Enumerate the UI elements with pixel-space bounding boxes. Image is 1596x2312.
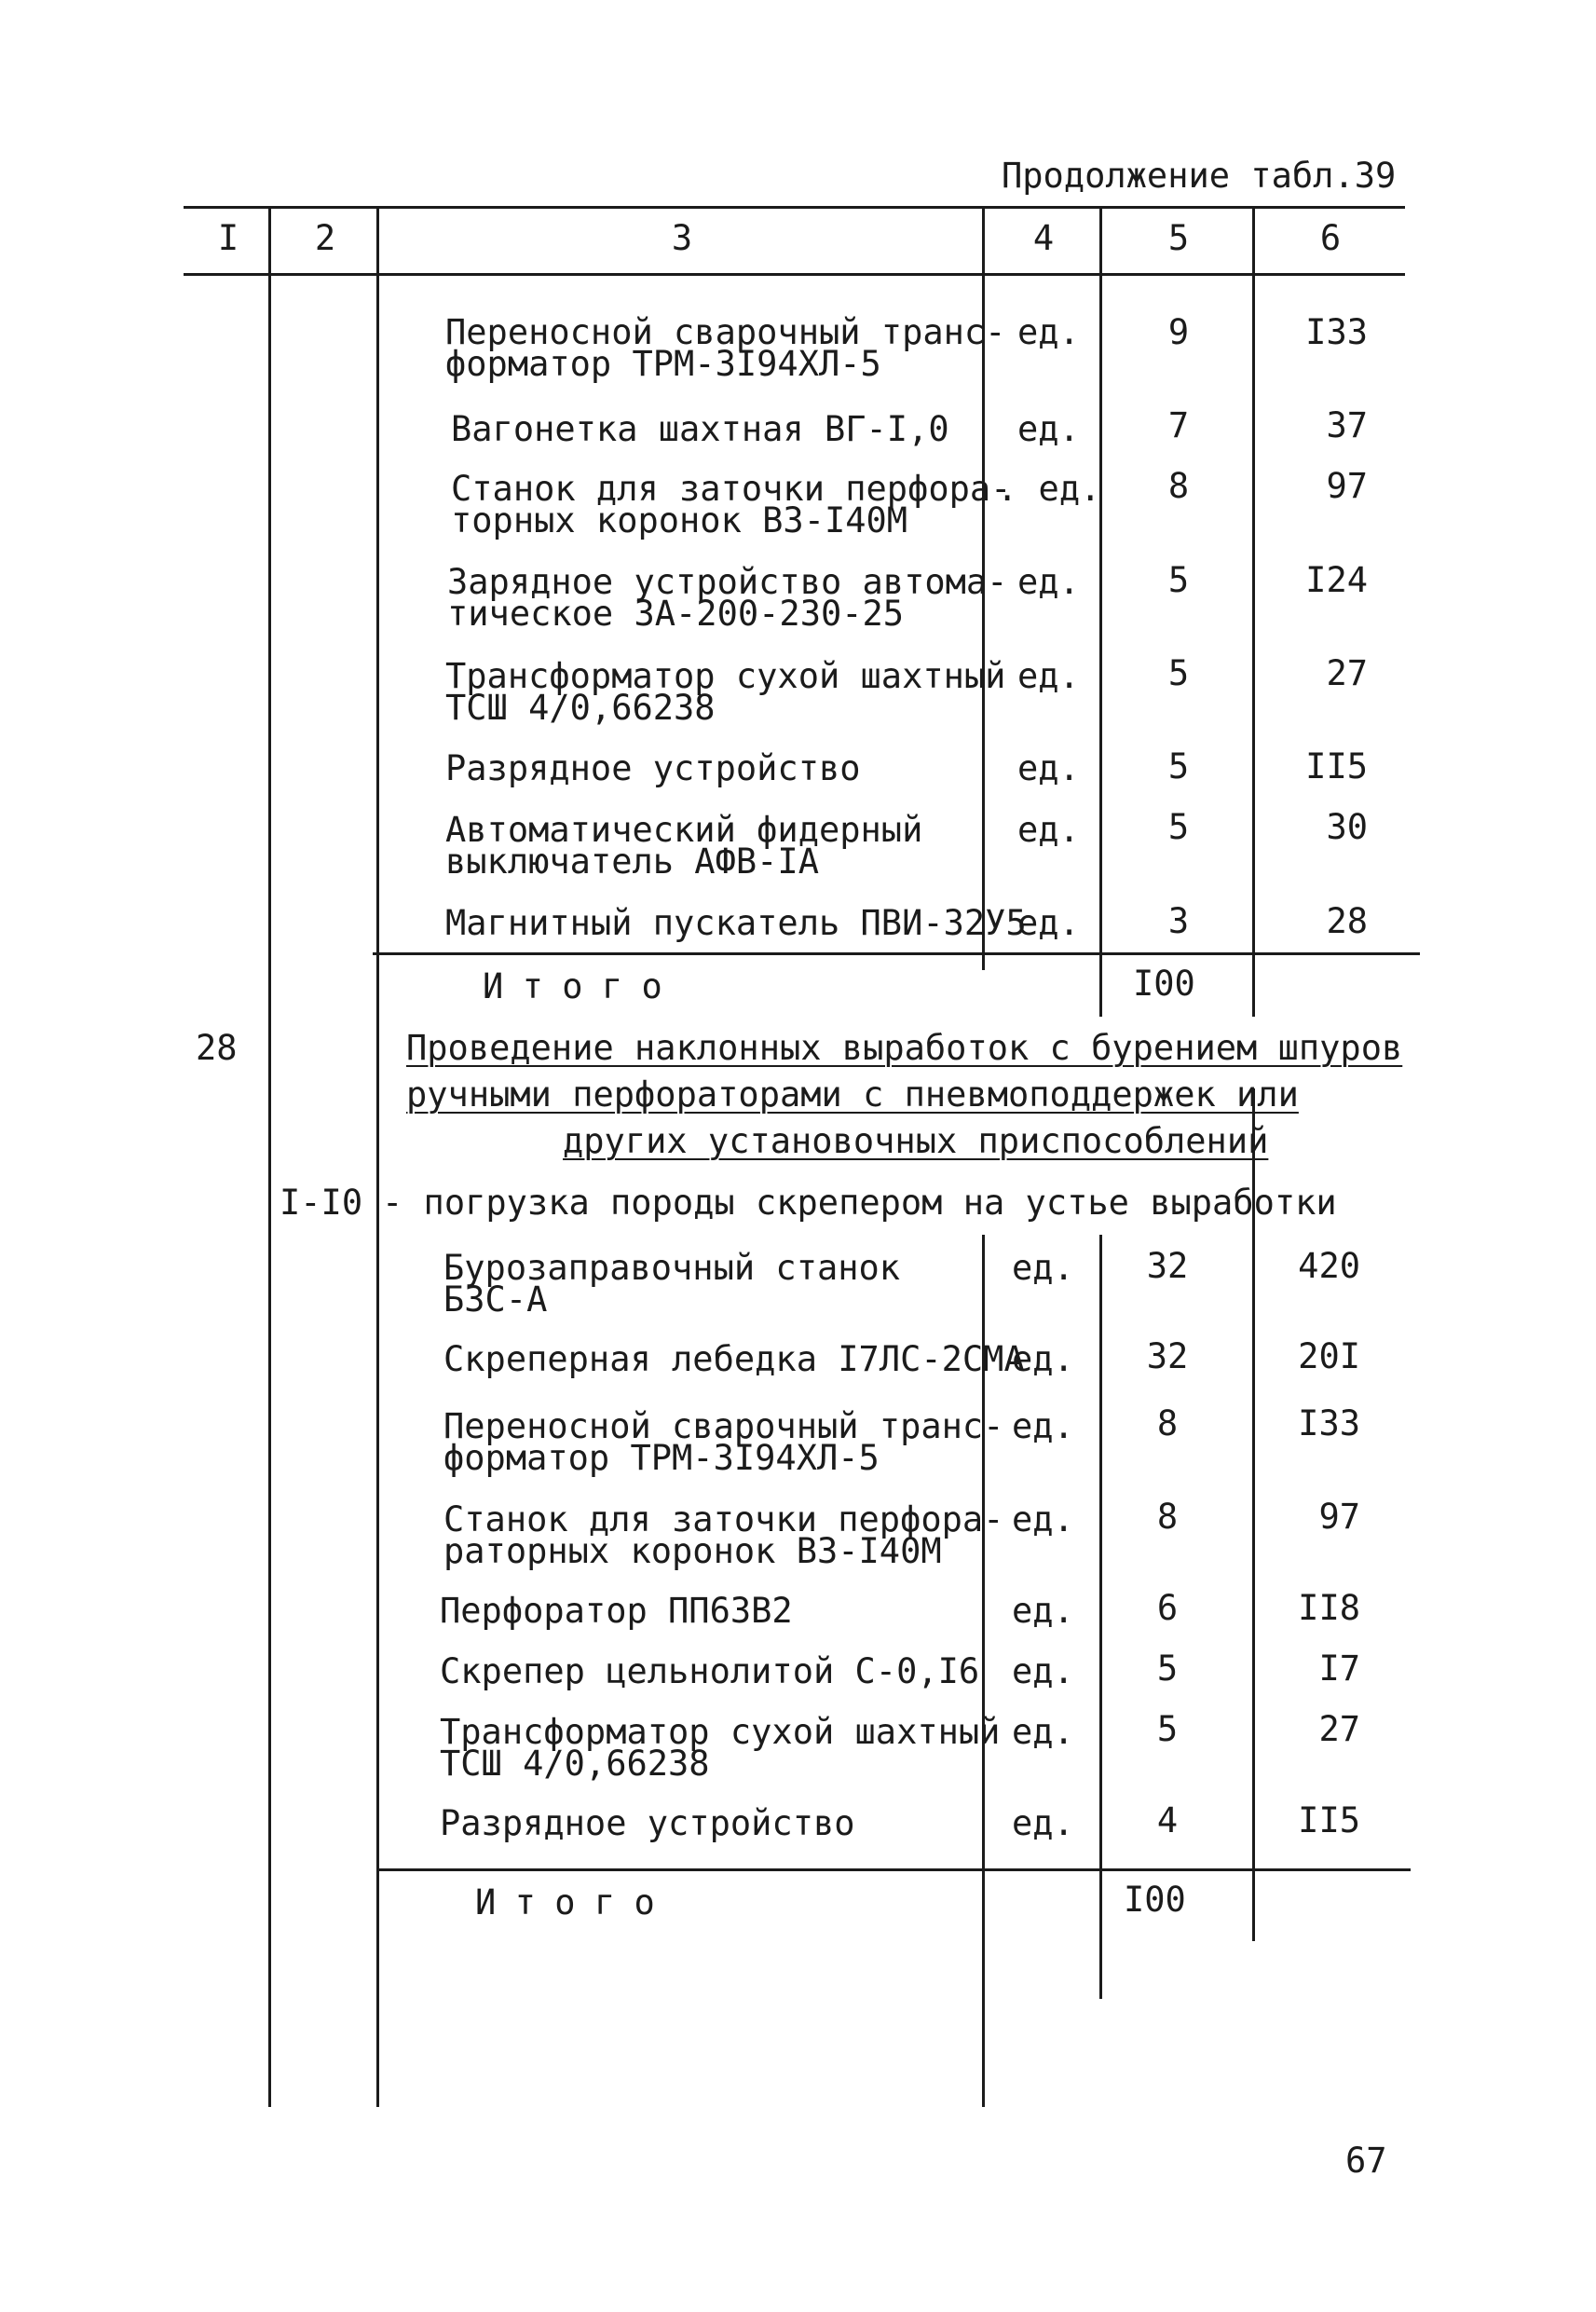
row-value: 30 — [1326, 807, 1368, 847]
row-qty: 5 — [1156, 1648, 1179, 1689]
row-value: I33 — [1298, 1403, 1360, 1443]
row-name-line: Перфоратор ПП63В2 — [440, 1591, 793, 1631]
section2-total-value: I00 — [1124, 1880, 1186, 1920]
row-unit: ед. — [1012, 1248, 1074, 1288]
section1-total-label: Итого — [483, 966, 682, 1006]
header-bottom-rule — [184, 273, 1405, 276]
row-qty: 5 — [1167, 560, 1190, 600]
section2-total-rule — [376, 1868, 1411, 1871]
section2-subtitle: - погрузка породы скрепером на устье выработки — [382, 1183, 1337, 1223]
row-name-line: Автоматический фидерный — [445, 810, 923, 850]
row-name-line: Трансформатор сухой шахтный — [445, 656, 1006, 696]
row-name-line: Зарядное устройство автома- — [447, 562, 1008, 602]
row-name-line: Разрядное устройство — [440, 1803, 855, 1843]
col-rule-2 — [376, 206, 379, 2107]
section2-title-line-2: ручными перфораторами с пневмоподдержек или — [406, 1074, 1299, 1115]
col-rule-1 — [268, 206, 271, 2107]
table-caption: Продолжение табл.39 — [1002, 156, 1397, 196]
row-name-line: Бурозаправочный станок — [443, 1248, 901, 1288]
row-name-line: выключатель АФВ-IА — [445, 841, 819, 882]
row-unit: ед. — [1012, 1712, 1074, 1752]
row-value: I24 — [1305, 560, 1368, 600]
row-name-line: форматор ТРМ-3I94ХЛ-5 — [445, 344, 881, 384]
row-qty: 8 — [1167, 466, 1190, 506]
row-name-line: Переносной сварочный транс- — [443, 1406, 1004, 1446]
page-number: 67 — [1345, 2141, 1387, 2181]
row-name-line: форматор ТРМ-3I94ХЛ-5 — [443, 1438, 880, 1478]
header-col-4: 4 — [1032, 218, 1055, 258]
row-unit: ед. — [1012, 1591, 1074, 1631]
row-qty: 32 — [1146, 1336, 1189, 1376]
row-name-line: тическое ЗА-200-230-25 — [447, 594, 905, 634]
row-name-line: Станок для заточки перфора- — [451, 469, 1012, 509]
row-qty: 5 — [1167, 653, 1190, 693]
row-value: 37 — [1326, 405, 1368, 445]
header-top-rule — [184, 206, 1405, 209]
row-unit: ед. — [1012, 1651, 1074, 1691]
row-name-line: ТСШ 4/0,66238 — [440, 1744, 710, 1784]
row-name-line: Скреперная лебедка I7ЛС-2СМА — [443, 1339, 1025, 1379]
row-qty: 5 — [1167, 807, 1190, 847]
section1-total-value: I00 — [1133, 964, 1195, 1004]
row-unit: ед. — [1017, 312, 1080, 352]
row-unit: . ед. — [997, 469, 1101, 509]
col-rule-5c — [1252, 1235, 1255, 1941]
col-rule-3c — [982, 1868, 985, 2107]
row-value: 97 — [1318, 1497, 1360, 1537]
row-value: II5 — [1298, 1800, 1360, 1840]
row-name-line: Скрепер цельнолитой С-0,I6 — [440, 1651, 980, 1691]
section2-range: I-I0 — [280, 1183, 363, 1223]
row-value: I7 — [1318, 1648, 1360, 1689]
row-qty: 32 — [1146, 1246, 1189, 1286]
row-unit: ед. — [1017, 656, 1080, 696]
row-name-line: раторных коронок ВЗ-I40М — [443, 1531, 942, 1571]
row-qty: 8 — [1156, 1497, 1179, 1537]
row-unit: ед. — [1017, 903, 1080, 943]
row-qty: 4 — [1156, 1800, 1179, 1840]
row-name-line: Разрядное устройство — [445, 748, 861, 788]
row-name-line: Переносной сварочный транс- — [445, 312, 1006, 352]
section2-total-label: Итого — [475, 1882, 675, 1922]
row-value: 20I — [1298, 1336, 1360, 1376]
row-name-line: Магнитный пускатель ПВИ-32У5 — [445, 903, 1027, 943]
row-value: II5 — [1305, 746, 1368, 787]
row-unit: ед. — [1017, 562, 1080, 602]
row-qty: 9 — [1167, 312, 1190, 352]
row-name-line: Вагонетка шахтная ВГ-I,0 — [451, 409, 949, 449]
row-qty: 8 — [1156, 1403, 1179, 1443]
row-value: 28 — [1326, 901, 1368, 941]
row-unit: ед. — [1017, 748, 1080, 788]
row-unit: ед. — [1012, 1803, 1074, 1843]
row-unit: ед. — [1012, 1406, 1074, 1446]
row-unit: ед. — [1017, 409, 1080, 449]
row-qty: 5 — [1167, 746, 1190, 787]
row-value: 420 — [1298, 1246, 1360, 1286]
row-name-line: БЗС-А — [443, 1279, 548, 1320]
col-rule-4a — [1099, 206, 1102, 1017]
section1-total-rule — [373, 952, 1420, 955]
header-col-5: 5 — [1167, 218, 1190, 258]
row-value: 27 — [1318, 1709, 1360, 1749]
row-unit: ед. — [1012, 1499, 1074, 1539]
row-name-line: Станок для заточки перфора- — [443, 1499, 1004, 1539]
row-value: 97 — [1326, 466, 1368, 506]
row-qty: 7 — [1167, 405, 1190, 445]
row-qty: 3 — [1167, 901, 1190, 941]
row-name-line: Трансформатор сухой шахтный — [440, 1712, 1001, 1752]
header-col-3: 3 — [671, 218, 693, 258]
header-col-6: 6 — [1319, 218, 1342, 258]
row-value: I33 — [1305, 312, 1368, 352]
row-unit: ед. — [1017, 810, 1080, 850]
row-qty: 5 — [1156, 1709, 1179, 1749]
row-value: II8 — [1298, 1588, 1360, 1628]
row-name-line: ТСШ 4/0,66238 — [445, 688, 716, 728]
row-qty: 6 — [1156, 1588, 1179, 1628]
section2-title-line-3: других установочных приспособлений — [563, 1121, 1269, 1161]
header-col-1: I — [217, 218, 239, 258]
header-col-2: 2 — [314, 218, 336, 258]
row-name-line: торных коронок ВЗ-I40М — [451, 500, 908, 540]
row-unit: ед. — [1012, 1339, 1074, 1379]
section2-title-line-1: Проведение наклонных выработок с бурением шпуров — [406, 1028, 1403, 1068]
section2-number: 28 — [196, 1028, 238, 1068]
row-value: 27 — [1326, 653, 1368, 693]
